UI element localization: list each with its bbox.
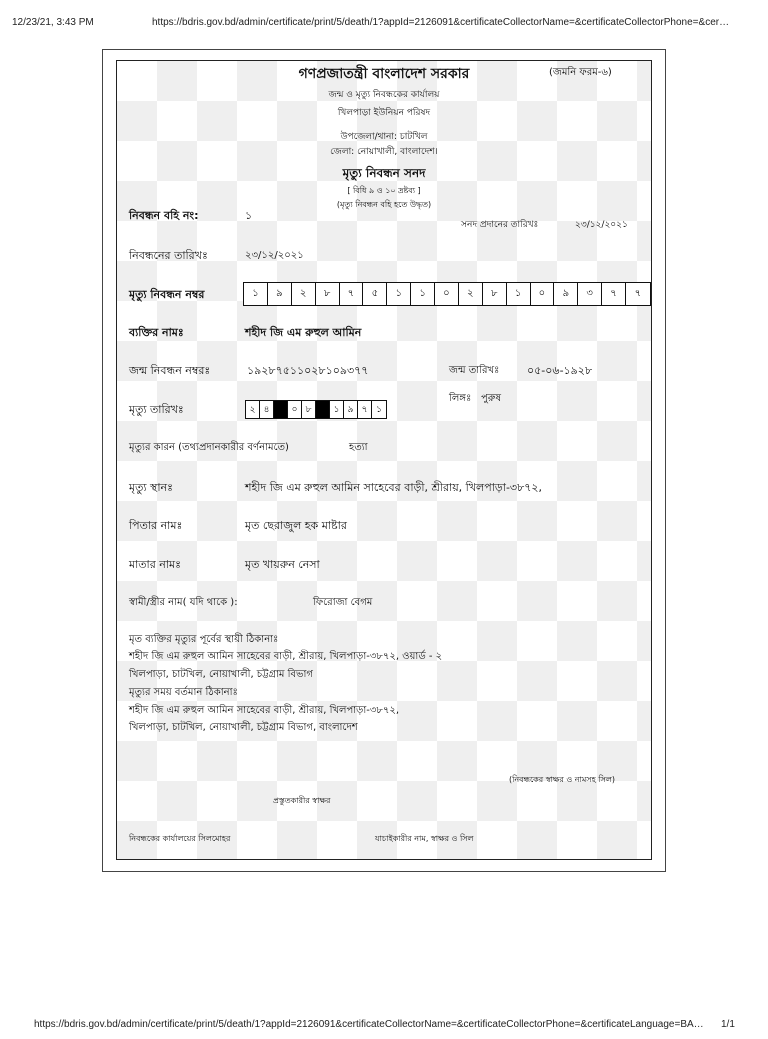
death-reg-digit: ২	[292, 283, 316, 305]
death-reg-digit: ৫	[363, 283, 387, 305]
print-header	[0, 17, 768, 37]
birth-reg-no-label: জন্ম নিবন্ধন নম্বরঃ	[129, 364, 211, 377]
reg-date-label: নিবন্ধনের তারিখঃ	[129, 249, 208, 262]
death-date-digit: ৮	[302, 401, 316, 418]
death-date-digit: ২	[246, 401, 260, 418]
death-date-label: মৃত্যু তারিখঃ	[129, 403, 184, 416]
death-reg-digit: ১	[387, 283, 411, 305]
office-name: জন্ম ও মৃত্যু নিবন্ধকের কার্যালয়	[328, 90, 440, 100]
permanent-address-label: মৃত ব্যক্তির মৃত্যুর পূর্বের স্থায়ী ঠিকানাঃ	[129, 634, 279, 645]
mother-name-label: মাতার নামঃ	[129, 558, 182, 571]
certificate-body	[116, 60, 652, 860]
birth-date-value: ০৫-০৬-১৯২৮	[527, 364, 593, 377]
reg-date-value: ২৩/১২/২০২১	[245, 250, 304, 261]
death-reg-no-boxes	[243, 282, 651, 306]
print-url: https://bdris.gov.bd/admin/certificate/print/5/death/1?appId=2126091&certificateCollectorName=&certificateCollectorPhone=&cer…	[152, 17, 730, 28]
death-reg-digit: ৯	[268, 283, 292, 305]
person-name-label: ব্যক্তির নামঃ	[129, 326, 184, 339]
death-date-digit: ৭	[358, 401, 372, 418]
gender-label: লিঙ্গঃ	[449, 393, 472, 404]
death-place-value: শহীদ জি এম রুহুল আমিন সাহেবের বাড়ী, শ্রীরায়, খিলপাড়া-৩৮৭২,	[245, 481, 543, 494]
permanent-address-line-2: খিলপাড়া, চাটখিল, নোয়াখালী, চট্টগ্রাম বিভাগ	[129, 669, 313, 680]
spouse-name-value: ফিরোজা বেগম	[313, 597, 373, 608]
death-reg-digit: ৮	[483, 283, 507, 305]
death-reg-digit: ১	[411, 283, 435, 305]
death-place-label: মৃত্যু স্থানঃ	[129, 481, 173, 494]
cause-label: মৃত্যুর কারন (তথ্যপ্রদানকারীর বর্ণনামতে)	[129, 442, 289, 453]
issue-date-label: সনদ প্রদানের তারিখঃ	[461, 220, 539, 230]
book-no-label: নিবন্ধন বহি নং:	[129, 209, 199, 222]
form-code: (জমনি ফরম-৬)	[549, 67, 612, 78]
death-date-digit: ১	[372, 401, 386, 418]
office-seal-label: নিবন্ধকের কার্যালয়ের সিলমোহর	[129, 834, 231, 843]
union-name: খিলপাড়া ইউনিয়ন পরিষদ	[337, 108, 431, 118]
father-name-label: পিতার নামঃ	[129, 519, 183, 532]
rule-reference: [ বিধি ৯ ও ১০ দ্রষ্টব্য ]	[347, 186, 421, 195]
person-name-value: শহীদ জি এম রুহুল আমিন	[245, 326, 362, 339]
death-reg-digit: ৮	[316, 283, 340, 305]
date-separator	[316, 401, 330, 418]
death-reg-no-label: মৃত্যু নিবন্ধন নম্বর	[129, 288, 205, 301]
gender-value: পুরুষ	[481, 393, 501, 404]
death-reg-digit: ১	[244, 283, 268, 305]
death-date-digit: ৯	[344, 401, 358, 418]
issue-date-value: ২৩/১২/২০২১	[575, 220, 628, 230]
registrar-signature-label: (নিবন্ধকের স্বাক্ষর ও নামসহ সিল)	[509, 775, 615, 784]
print-footer	[0, 1019, 768, 1039]
upazila-name: উপজেলা/থানা: চাটখিল	[340, 132, 428, 142]
extract-note: (মৃত্যু নিবন্ধন বহি হতে উদ্ধৃত)	[336, 200, 432, 209]
death-reg-digit: ০	[531, 283, 555, 305]
death-reg-digit: ৭	[340, 283, 364, 305]
death-reg-digit: ৭	[602, 283, 626, 305]
document-title: মৃত্যু নিবন্ধন সনদ	[342, 166, 426, 180]
govt-title: গণপ্রজাতন্ত্রী বাংলাদেশ সরকার	[298, 66, 470, 82]
date-separator	[274, 401, 288, 418]
death-date-digit: ০	[288, 401, 302, 418]
certificate-frame	[102, 49, 666, 872]
print-timestamp: 12/23/21, 3:43 PM	[12, 17, 94, 28]
verifier-signature-label: যাচাইকারীর নাম, স্বাক্ষর ও সিল	[375, 834, 474, 843]
death-reg-digit: ২	[459, 283, 483, 305]
district-name: জেলা: নোয়াখালী, বাংলাদেশ।	[330, 147, 438, 157]
death-reg-digit: ০	[435, 283, 459, 305]
book-no-value: ১	[245, 209, 253, 222]
current-address-line-2: খিলপাড়া, চাটখিল, নোয়াখালী, চট্টগ্রাম বিভাগ, বাংলাদেশ	[129, 722, 358, 733]
death-date-digit: ৪	[260, 401, 274, 418]
death-reg-digit: ৯	[554, 283, 578, 305]
current-address-label: মৃত্যুর সময় বর্তমান ঠিকানাঃ	[129, 687, 238, 698]
death-date-digit: ১	[330, 401, 344, 418]
permanent-address-line-1: শহীদ জি এম রুহুল আমিন সাহেবের বাড়ী, শ্রীরায়, খিলপাড়া-৩৮৭২, ওয়ার্ড - ২	[129, 651, 443, 662]
print-url-footer: https://bdris.gov.bd/admin/certificate/print/5/death/1?appId=2126091&certificateCollectorName=&certificateCollectorPhone=&certificateLanguage=BA…	[34, 1019, 704, 1030]
birth-reg-no-value: ১৯২৮৭৫১১০২৮১০৯৩৭৭	[247, 364, 369, 377]
death-reg-digit: ১	[507, 283, 531, 305]
death-date-boxes	[245, 400, 387, 419]
father-name-value: মৃত ছেরাজুল হক মাষ্টার	[245, 519, 347, 532]
cause-value: হত্যা	[349, 442, 368, 453]
preparer-signature-label: প্রস্তুতকারীর স্বাক্ষর	[273, 796, 331, 805]
mother-name-value: মৃত খায়রুন নেসা	[245, 558, 320, 571]
birth-date-label: জন্ম তারিখঃ	[449, 365, 500, 376]
death-reg-digit: ৩	[578, 283, 602, 305]
death-reg-digit: ৭	[626, 283, 650, 305]
current-address-line-1: শহীদ জি এম রুহুল আমিন সাহেবের বাড়ী, শ্রীরায়, খিলপাড়া-৩৮৭২,	[129, 705, 400, 716]
spouse-name-label: স্বামী/স্ত্রীর নাম( যদি থাকে ):	[129, 597, 238, 608]
print-page-number: 1/1	[721, 1019, 735, 1030]
